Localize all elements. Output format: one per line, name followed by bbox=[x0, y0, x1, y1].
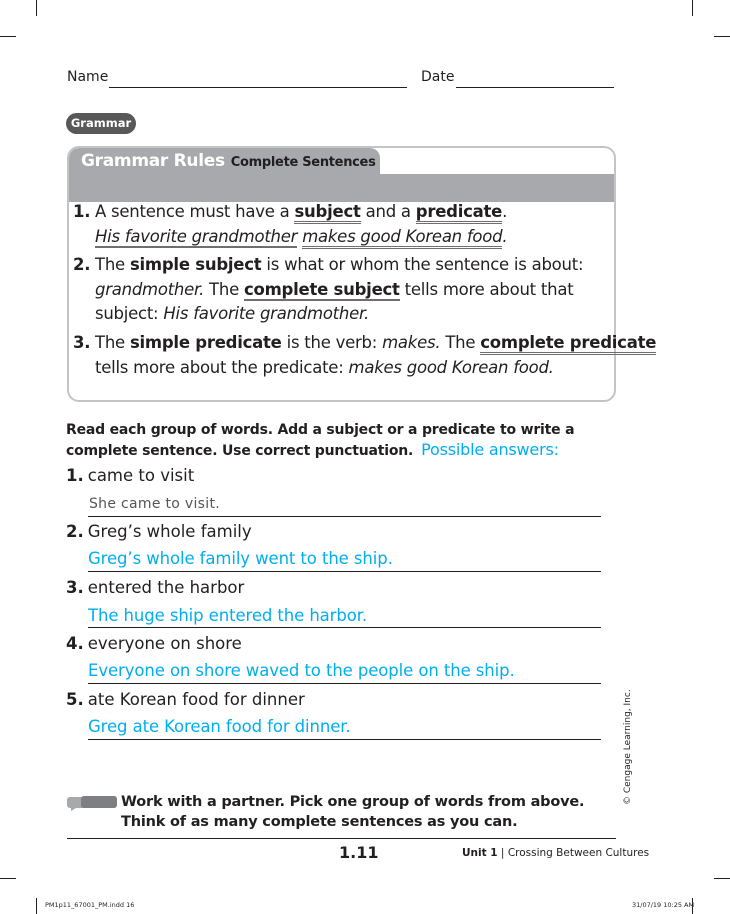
crop-mark bbox=[0, 36, 16, 37]
rules-header-band bbox=[69, 174, 614, 202]
unit-label bbox=[462, 847, 649, 859]
rule-term: simple subject bbox=[129, 255, 262, 275]
exercise-prompt bbox=[66, 634, 242, 653]
rule-text: subject: bbox=[95, 304, 164, 324]
rule-term: complete predicate bbox=[480, 333, 656, 355]
answer-line[interactable] bbox=[88, 739, 601, 740]
page-number: 1.11 bbox=[339, 843, 379, 862]
exercise-prompt bbox=[66, 690, 305, 709]
rule-example: grandmother. bbox=[95, 279, 205, 299]
exercise-number: 5. bbox=[66, 690, 84, 709]
exercise-answer: Greg’s whole family went to the ship. bbox=[88, 549, 393, 568]
crop-mark bbox=[0, 878, 16, 879]
rules-list bbox=[73, 200, 657, 380]
footer-rule bbox=[67, 838, 616, 839]
exercise-number: 4. bbox=[66, 634, 84, 653]
rule-number: 2. bbox=[73, 255, 91, 275]
unit-title: Crossing Between Cultures bbox=[507, 847, 650, 859]
possible-answers-label: Possible answers: bbox=[421, 440, 559, 459]
copyright: © Cengage Learning, Inc. bbox=[623, 689, 633, 805]
rule-term: simple predicate bbox=[129, 332, 282, 352]
exercise-prompt-text: everyone on shore bbox=[87, 634, 242, 653]
rule-text: and a bbox=[360, 202, 416, 221]
crop-mark bbox=[36, 0, 37, 16]
unit-separator: | bbox=[497, 847, 508, 859]
rules-subtitle: Complete Sentences bbox=[230, 155, 376, 170]
answer-line[interactable] bbox=[88, 516, 601, 517]
rule-term: complete subject bbox=[244, 279, 400, 299]
crop-mark bbox=[714, 878, 730, 879]
instructions bbox=[66, 420, 626, 461]
exercise-prompt-text: entered the harbor bbox=[87, 578, 245, 597]
rule-text: tells more about the predicate: bbox=[95, 357, 349, 377]
exercise-prompt bbox=[66, 466, 194, 485]
rules-title: Grammar Rules bbox=[81, 151, 225, 171]
rule-text: tells more about that bbox=[399, 279, 574, 299]
rule-example: makes good Korean food. bbox=[348, 357, 554, 377]
answer-line[interactable] bbox=[88, 571, 601, 572]
rule-text: is the verb: bbox=[281, 332, 383, 352]
exercise-number: 2. bbox=[66, 522, 84, 541]
exercise-answer: Greg ate Korean food for dinner. bbox=[88, 717, 351, 736]
rule-text: The bbox=[204, 279, 244, 299]
exercise-prompt bbox=[66, 578, 244, 597]
slug-timestamp: 31/07/19 10:25 AM bbox=[632, 901, 695, 909]
rule-item bbox=[73, 253, 618, 327]
rule-example: makes. bbox=[382, 332, 441, 352]
date-field[interactable] bbox=[456, 87, 614, 88]
speech-bubble-icon bbox=[67, 796, 117, 811]
unit-number: Unit 1 bbox=[462, 847, 498, 859]
sample-answer: She came to visit. bbox=[89, 496, 221, 512]
exercise-prompt-text: ate Korean food for dinner bbox=[87, 690, 305, 709]
instructions-text: Read each group of words. Add a subject or a predicate to write a complete sentence. Use correct punctuation. bbox=[66, 422, 575, 459]
slug-file: PM1p11_67001_PM.indd 16 bbox=[45, 901, 135, 909]
exercise-prompt-text: came to visit bbox=[87, 466, 195, 485]
rule-text: A sentence must have a bbox=[95, 202, 295, 221]
rule-text: . bbox=[502, 202, 508, 221]
crop-mark bbox=[714, 36, 730, 37]
example-predicate: makes good Korean food bbox=[302, 227, 502, 249]
rule-item bbox=[73, 331, 657, 380]
exercise-prompt-text: Greg’s whole family bbox=[87, 522, 252, 541]
crop-mark bbox=[692, 0, 693, 16]
date-label: Date bbox=[421, 69, 455, 85]
grammar-tag: Grammar bbox=[66, 113, 136, 134]
exercise-prompt bbox=[66, 522, 252, 541]
rule-text: is what or whom the sentence is about: bbox=[261, 255, 584, 275]
answer-line[interactable] bbox=[88, 627, 601, 628]
rule-number: 3. bbox=[73, 332, 91, 352]
rules-header-tab bbox=[69, 148, 380, 178]
rule-example: His favorite grandmother. bbox=[163, 304, 370, 324]
exercise-number: 1. bbox=[66, 466, 84, 485]
rule-text: . bbox=[502, 226, 508, 246]
name-label: Name bbox=[67, 69, 109, 85]
rule-number: 1. bbox=[73, 202, 91, 221]
exercise-answer: Everyone on shore waved to the people on the ship. bbox=[88, 661, 515, 680]
crop-mark bbox=[36, 898, 37, 914]
rule-term-subject: subject bbox=[294, 202, 360, 224]
rule-text: The bbox=[95, 255, 130, 275]
rule-text: The bbox=[440, 332, 481, 352]
answer-line[interactable] bbox=[88, 683, 601, 684]
exercise-number: 3. bbox=[66, 578, 84, 597]
exercise-answer: The huge ship entered the harbor. bbox=[88, 606, 368, 625]
example-subject: His favorite grandmother bbox=[95, 226, 298, 246]
rule-text: The bbox=[95, 332, 130, 352]
name-field[interactable] bbox=[109, 87, 407, 88]
rule-term-predicate: predicate bbox=[416, 202, 502, 224]
partner-activity: Work with a partner. Pick one group of words from above. Think of as many complete sentences as you can. bbox=[121, 794, 585, 830]
rule-item bbox=[73, 200, 618, 249]
